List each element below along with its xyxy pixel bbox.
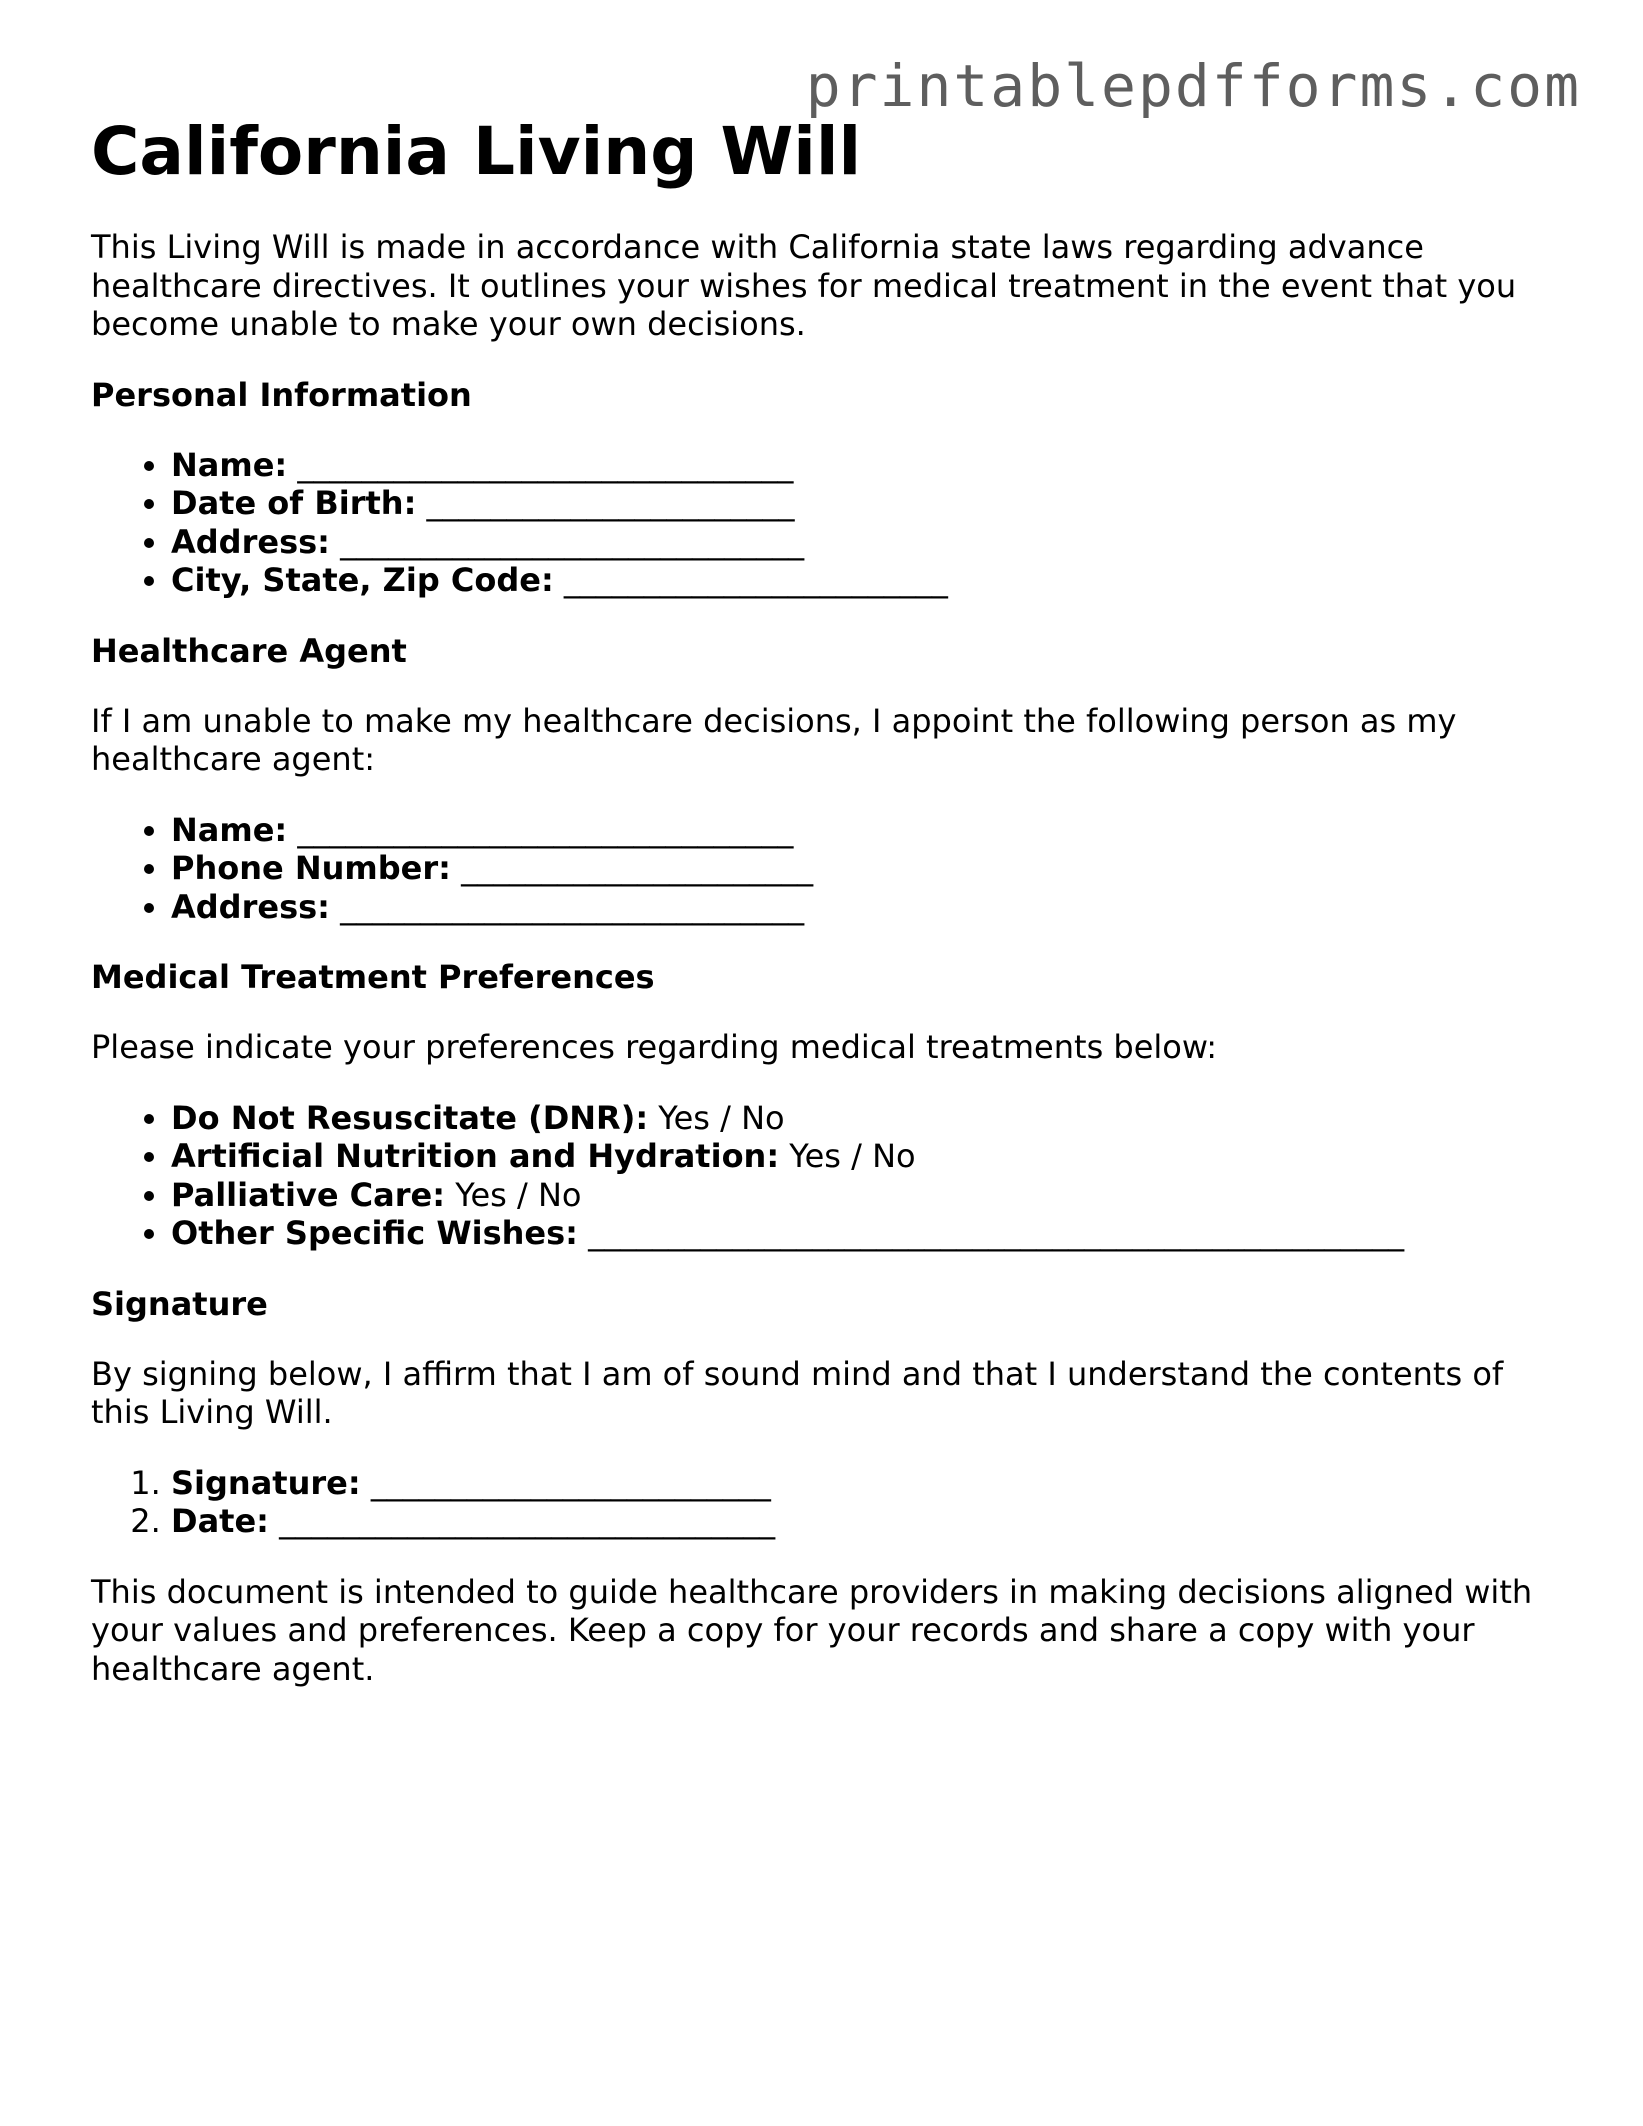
field-blank[interactable]: ________________________ bbox=[563, 561, 948, 599]
other-wishes-field[interactable] bbox=[171, 1214, 1561, 1253]
nutrition-hydration-preference[interactable] bbox=[171, 1137, 1561, 1176]
medical-treatment-heading: Medical Treatment Preferences bbox=[91, 958, 655, 996]
field-blank[interactable]: _________________________ bbox=[370, 1463, 771, 1502]
agent-name-field[interactable] bbox=[171, 811, 1561, 850]
field-label: Do Not Resuscitate (DNR): bbox=[171, 1098, 649, 1137]
field-label: City, State, Zip Code: bbox=[171, 561, 554, 599]
field-blank[interactable]: _______________________________ bbox=[297, 445, 794, 484]
intro-paragraph: This Living Will is made in accordance with California state laws regarding advance healthcare directives. It outlines your wishes for medical treatment in the event that you become unable to make your own decisions. bbox=[91, 228, 1517, 343]
healthcare-agent-heading: Healthcare Agent bbox=[91, 631, 407, 670]
field-label: Name: bbox=[171, 445, 288, 484]
field-blank[interactable]: _______________________________ bbox=[297, 810, 794, 849]
field-blank[interactable]: _______________________ bbox=[426, 484, 795, 522]
document-title: California Living Will bbox=[91, 113, 862, 190]
personal-address-field[interactable] bbox=[171, 523, 1561, 562]
palliative-care-preference[interactable] bbox=[171, 1176, 1561, 1215]
personal-dob-field[interactable] bbox=[171, 484, 1561, 523]
field-blank[interactable]: _____________________________ bbox=[340, 887, 805, 926]
field-label: Address: bbox=[171, 887, 330, 926]
healthcare-agent-list bbox=[91, 811, 1561, 927]
field-label: Palliative Care: bbox=[171, 1175, 446, 1214]
document-page bbox=[91, 108, 1561, 1688]
field-blank[interactable]: ___________________________________________________ bbox=[588, 1214, 1405, 1252]
field-blank[interactable]: _____________________________ bbox=[340, 522, 805, 561]
dnr-preference[interactable] bbox=[171, 1099, 1561, 1138]
field-label: Phone Number: bbox=[171, 849, 451, 887]
signature-list bbox=[91, 1464, 1561, 1541]
signature-field[interactable] bbox=[171, 1464, 1561, 1503]
medical-treatment-paragraph: Please indicate your preferences regarding medical treatments below: bbox=[91, 1028, 1218, 1066]
field-label: Address: bbox=[171, 522, 330, 561]
field-label: Name: bbox=[171, 810, 288, 849]
field-blank[interactable]: _______________________________ bbox=[279, 1502, 776, 1540]
field-label: Date of Birth: bbox=[171, 484, 417, 522]
personal-name-field[interactable] bbox=[171, 446, 1561, 485]
signature-paragraph: By signing below, I affirm that I am of sound mind and that I understand the contents of this Living Will. bbox=[91, 1354, 1504, 1431]
date-field[interactable] bbox=[171, 1502, 1561, 1541]
field-label: Date: bbox=[171, 1502, 269, 1540]
watermark: printablepdfforms.com bbox=[805, 52, 1581, 120]
closing-paragraph: This document is intended to guide healthcare providers in making decisions aligned with your values and preferences. Keep a copy for your records and share a copy with your healthcare agent. bbox=[91, 1572, 1533, 1688]
healthcare-agent-paragraph: If I am unable to make my healthcare decisions, I appoint the following person as my healthcare agent: bbox=[91, 701, 1457, 778]
field-label: Artificial Nutrition and Hydration: bbox=[171, 1137, 780, 1175]
medical-treatment-list bbox=[91, 1099, 1561, 1253]
yes-no-choice[interactable]: Yes / No bbox=[455, 1175, 582, 1214]
yes-no-choice[interactable]: Yes / No bbox=[658, 1098, 785, 1137]
agent-address-field[interactable] bbox=[171, 888, 1561, 927]
personal-information-heading: Personal Information bbox=[91, 375, 472, 414]
personal-city-state-zip-field[interactable] bbox=[171, 561, 1561, 600]
personal-information-list bbox=[91, 446, 1561, 600]
field-label: Other Specific Wishes: bbox=[171, 1214, 578, 1252]
field-blank[interactable]: ______________________ bbox=[461, 849, 814, 887]
field-label: Signature: bbox=[171, 1463, 361, 1502]
yes-no-choice[interactable]: Yes / No bbox=[789, 1137, 916, 1175]
agent-phone-field[interactable] bbox=[171, 849, 1561, 888]
signature-heading: Signature bbox=[91, 1284, 268, 1323]
